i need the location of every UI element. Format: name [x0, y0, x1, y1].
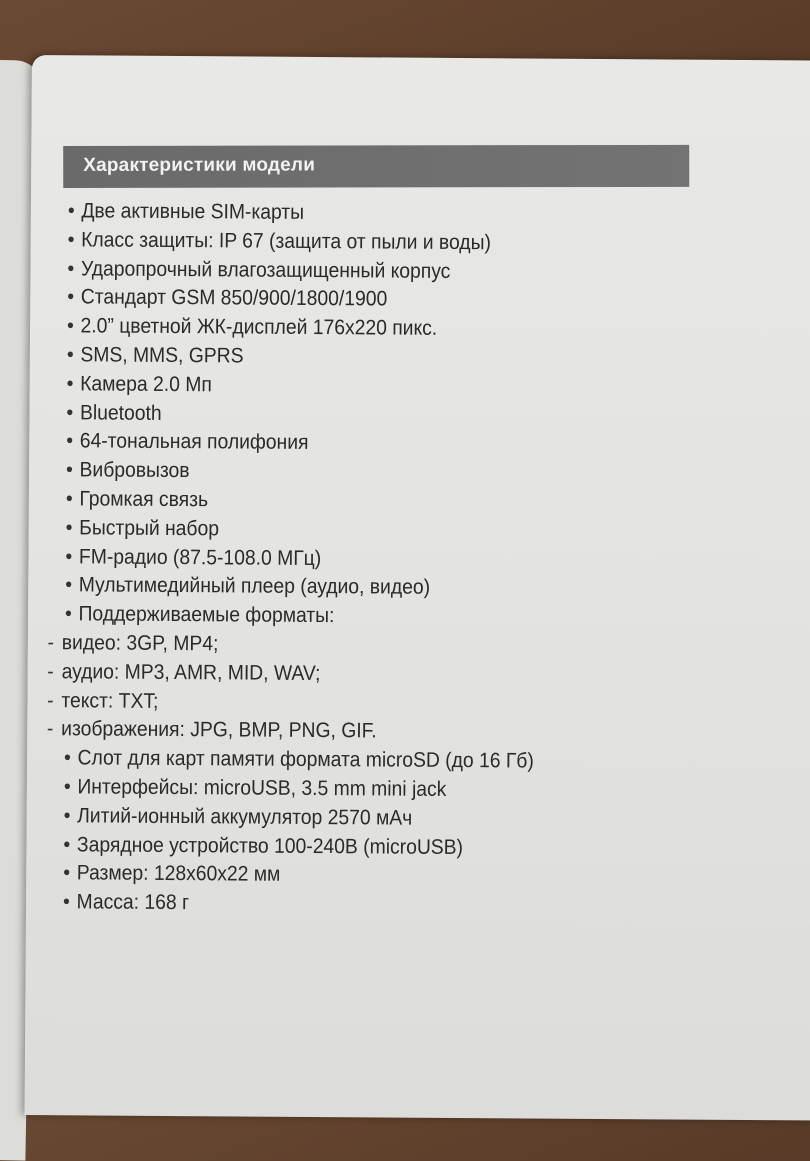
- spec-text: аудио: MP3, AMR, MID, WAV;: [61, 659, 321, 685]
- dash-marker: -: [47, 688, 54, 712]
- bullet-marker: •: [63, 775, 71, 799]
- bullet-marker: •: [65, 544, 73, 568]
- spec-text: Вибровызов: [79, 458, 190, 483]
- spec-text: Стандарт GSM 850/900/1800/1900: [80, 285, 388, 311]
- spec-item: [36, 888, 735, 922]
- dash-marker: -: [46, 717, 54, 741]
- bullet-marker: •: [65, 573, 73, 597]
- bullet-marker: •: [67, 256, 75, 280]
- bullet-marker: •: [63, 803, 71, 828]
- spec-text: Слот для карт памяти формата microSD (до 16 Гб): [77, 746, 534, 773]
- spec-text: Поддерживаемые форматы:: [78, 602, 335, 628]
- spec-text: Ударопрочный влагозащищенный корпус: [80, 256, 451, 283]
- spec-text: SMS, MMS, GPRS: [80, 343, 244, 368]
- bullet-marker: •: [66, 314, 74, 338]
- bullet-marker: •: [62, 890, 70, 914]
- spec-text: изображения: JPG, BMP, PNG, GIF.: [61, 717, 377, 743]
- spec-text: 2.0” цветной ЖК-дисплей 176x220 пикс.: [80, 314, 438, 341]
- bullet-marker: •: [65, 487, 73, 511]
- bullet-marker: •: [63, 861, 71, 885]
- spec-text: Камера 2.0 Мп: [80, 372, 212, 397]
- spec-text: Интерфейсы: microUSB, 3.5 mm mini jack: [77, 775, 447, 801]
- spec-text: Размер: 128x60x22 мм: [76, 861, 281, 887]
- bullet-marker: •: [66, 400, 74, 424]
- section-title: Характеристики модели: [83, 154, 316, 176]
- spec-text: Bluetooth: [79, 400, 162, 425]
- dash-marker: -: [47, 631, 55, 655]
- bullet-marker: •: [65, 458, 73, 482]
- spec-text: Быстрый набор: [79, 516, 220, 541]
- section-header: [63, 145, 689, 188]
- spec-text: 64-тональная полифония: [79, 429, 309, 455]
- bullet-marker: •: [65, 516, 73, 540]
- spec-text: Литий-ионный аккумулятор 2570 мАч: [77, 804, 413, 830]
- bullet-marker: •: [63, 832, 71, 856]
- spec-text: Класс защиты: IP 67 (защита от пыли и воды): [81, 228, 492, 255]
- bullet-marker: •: [66, 429, 74, 453]
- spec-text: FM-радио (87.5-108.0 МГц): [78, 544, 322, 570]
- dash-marker: -: [47, 659, 54, 683]
- spec-text: Масса: 168 г: [76, 890, 190, 915]
- bullet-marker: •: [66, 343, 74, 367]
- spec-text: Мультимедийный плеер (аудио, видео): [78, 573, 431, 600]
- spec-text: Две активные SIM-карты: [81, 199, 305, 224]
- bullet-marker: •: [67, 199, 75, 223]
- document-page: [25, 55, 810, 1121]
- spec-text: Громкая связь: [79, 487, 209, 512]
- spec-text: Зарядное устройство 100-240В (microUSB): [76, 832, 464, 859]
- bullet-marker: •: [67, 285, 75, 309]
- spec-list: [36, 197, 801, 922]
- bullet-marker: •: [63, 746, 71, 770]
- spec-text: видео: 3GP, MP4;: [61, 631, 219, 656]
- bullet-marker: •: [66, 372, 74, 396]
- bullet-marker: •: [64, 602, 72, 626]
- bullet-marker: •: [67, 228, 75, 252]
- spec-text: текст: TXT;: [61, 688, 159, 713]
